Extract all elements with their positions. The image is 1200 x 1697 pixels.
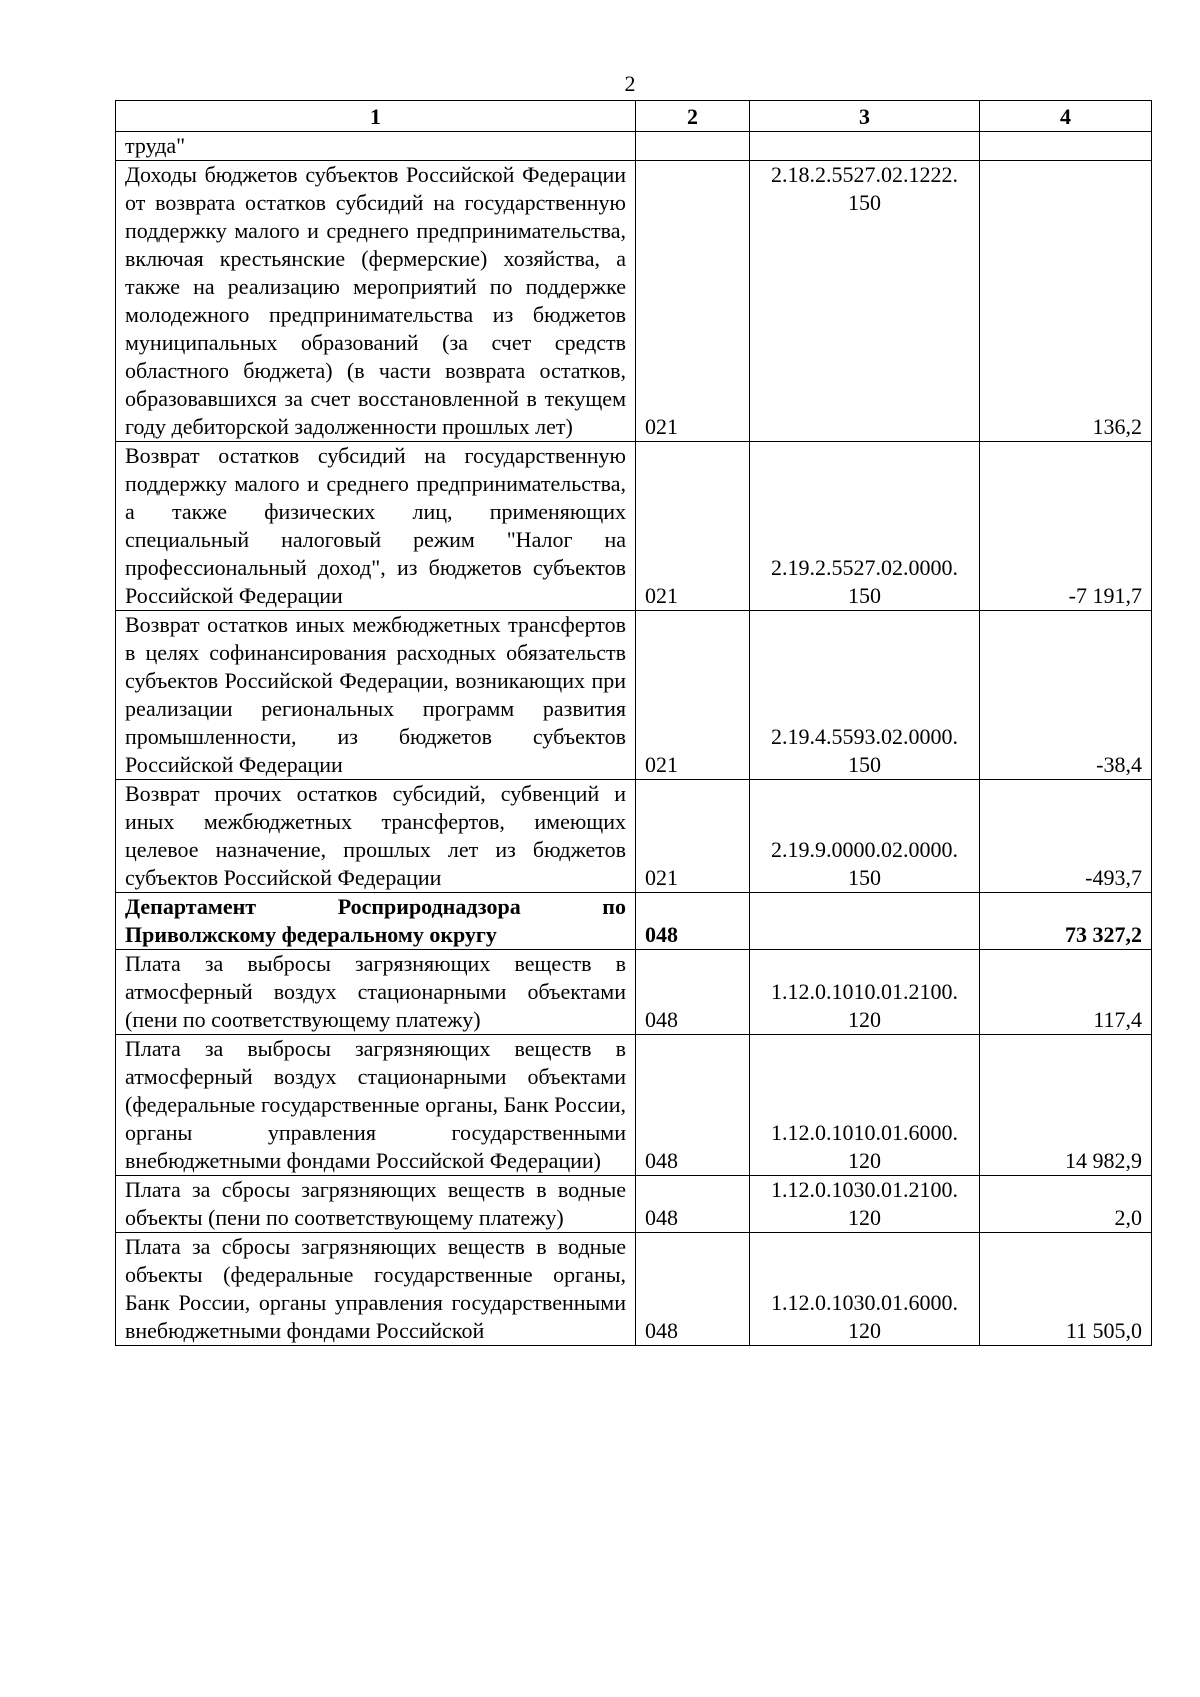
column-header-3: 3 [750,101,980,132]
row-classification-code: 1.12.0.1030.01.6000. 120 [750,1233,980,1346]
table-row [116,1233,1152,1346]
row-amount: 2,0 [980,1176,1152,1233]
row-classification-code [750,893,980,950]
table-row [116,780,1152,893]
row-description: труда" [116,132,636,161]
table-row [116,611,1152,780]
row-classification-code [750,132,980,161]
row-classification-code: 2.18.2.5527.02.1222. 150 [750,161,980,442]
table-row-department [116,893,1152,950]
row-description: Доходы бюджетов субъектов Российской Федерации от возврата остатков субсидий на государственную поддержку малого и среднего предпринимательства, включая крестьянские (фермерские) хозяйства, а также на реализацию мероприятий по поддержке молодежного предпринимательства из бюджетов муниципальных образований (за счет средств областного бюджета) (в части возврата остатков, образовавшихся за счет восстановленной в текущем году дебиторской задолженности прошлых лет) [116,161,636,442]
row-classification-code: 1.12.0.1010.01.6000. 120 [750,1035,980,1176]
row-admin-code: 021 [636,780,750,893]
row-classification-code: 1.12.0.1010.01.2100. 120 [750,950,980,1035]
row-admin-code: 048 [636,950,750,1035]
row-amount: 11 505,0 [980,1233,1152,1346]
column-header-2: 2 [636,101,750,132]
row-description: Возврат остатков иных межбюджетных трансфертов в целях софинансирования расходных обязательств субъектов Российской Федерации, возникающих при реализации региональных программ развития промышленности, из бюджетов субъектов Российской Федерации [116,611,636,780]
row-admin-code: 048 [636,893,750,950]
row-amount: -38,4 [980,611,1152,780]
row-admin-code: 021 [636,611,750,780]
column-header-4: 4 [980,101,1152,132]
row-amount: 117,4 [980,950,1152,1035]
row-classification-code: 2.19.4.5593.02.0000. 150 [750,611,980,780]
row-amount [980,132,1152,161]
row-admin-code: 021 [636,161,750,442]
row-description: Возврат прочих остатков субсидий, субвенций и иных межбюджетных трансфертов, имеющих целевое назначение, прошлых лет из бюджетов субъектов Российской Федерации [116,780,636,893]
row-admin-code: 048 [636,1233,750,1346]
column-header-1: 1 [116,101,636,132]
row-description: Плата за выбросы загрязняющих веществ в атмосферный воздух стационарными объектами (федеральные государственные органы, Банк России, органы управления государственными внебюджетными фондами Российской Федерации) [116,1035,636,1176]
row-description: Департамент Росприроднадзора по Приволжскому федеральному округу [116,893,636,950]
budget-revenue-table [115,100,1152,1346]
row-classification-code: 1.12.0.1030.01.2100. 120 [750,1176,980,1233]
table-row [116,442,1152,611]
row-amount: 73 327,2 [980,893,1152,950]
row-amount: 136,2 [980,161,1152,442]
row-classification-code: 2.19.2.5527.02.0000. 150 [750,442,980,611]
row-classification-code: 2.19.9.0000.02.0000. 150 [750,780,980,893]
table-row [116,1035,1152,1176]
row-amount: -7 191,7 [980,442,1152,611]
table-row [116,161,1152,442]
table-row [116,950,1152,1035]
row-admin-code: 048 [636,1176,750,1233]
table-row [116,132,1152,161]
table-row [116,1176,1152,1233]
row-description: Плата за сбросы загрязняющих веществ в водные объекты (федеральные государственные органы, Банк России, органы управления государственными внебюджетными фондами Российской [116,1233,636,1346]
page-number: 2 [624,71,636,96]
row-admin-code [636,132,750,161]
table-header-row [116,101,1152,132]
row-admin-code: 021 [636,442,750,611]
row-description: Возврат остатков субсидий на государственную поддержку малого и среднего предпринимательства, а также физических лиц, применяющих специальный налоговый режим "Налог на профессиональный доход", из бюджетов субъектов Российской Федерации [116,442,636,611]
row-description: Плата за выбросы загрязняющих веществ в атмосферный воздух стационарными объектами (пени по соответствующему платежу) [116,950,636,1035]
row-amount: -493,7 [980,780,1152,893]
row-amount: 14 982,9 [980,1035,1152,1176]
row-description: Плата за сбросы загрязняющих веществ в водные объекты (пени по соответствующему платежу) [116,1176,636,1233]
row-admin-code: 048 [636,1035,750,1176]
